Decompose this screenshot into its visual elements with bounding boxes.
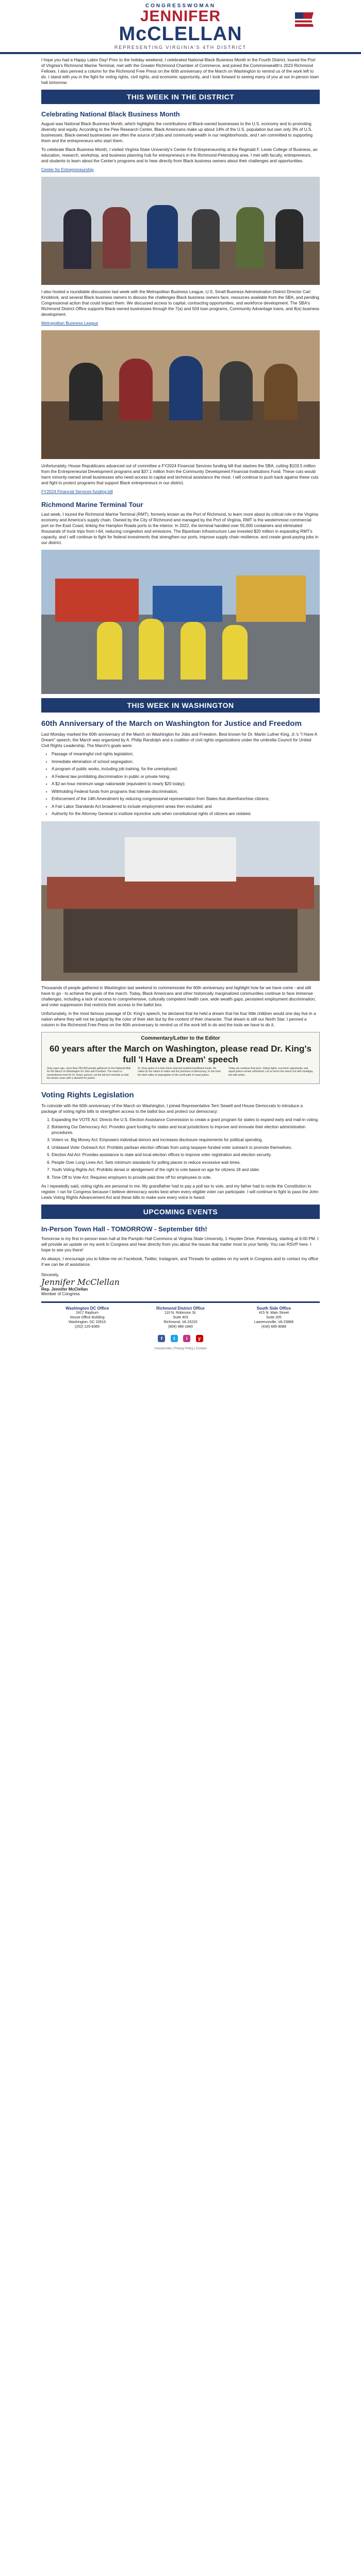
- office-list: [41, 1306, 320, 1329]
- voting-rights-title: Voting Rights Legislation: [41, 1090, 134, 1099]
- bill-item[interactable]: 4. Unbiased Voter Outreach Act: Prohibits partisan election officials from using taxpayer-funded voter outreach to promote themselves.: [52, 1145, 320, 1151]
- bill-item[interactable]: 3. Voters vs. Big Money Act: Empowers individual donors and increases disclosure requirements for political spending.: [52, 1138, 320, 1143]
- rep-title: Member of Congress: [41, 1292, 80, 1296]
- townhall-title: In-Person Town Hall - TOMORROW - September 6th!: [41, 1225, 207, 1233]
- office-name: Washington DC Office: [65, 1306, 109, 1311]
- marine-terminal-p1: Last week, I toured the Richmond Marine Terminal (RMT), formerly known as the Port of Richmond, to learn more about its critical role in the Virginia economy and America's supply chain. Owned by the City of Richmond and managed by the Port of Virginia, RMT is the westernmost commercial port on the East Coast, linking the Hampton Roads ports to the interior. In 2022, the terminal handled over 55,000 containers and eliminated thousands of truck trips from I-64, reducing congestion and emissions. The Bipartisan Infrastructure Law invested $20 million in expanding RMT's capacity, and I will continue to fight for federal investments that strengthen our ports, improve supply chain resilience, and create good-paying jobs in our district.: [41, 512, 319, 545]
- vsu-visit-photo: [41, 177, 320, 285]
- rep-name: Rep. Jennifer McClellan: [41, 1287, 88, 1292]
- newsletter-body: [41, 57, 320, 1351]
- black-business-p2: To celebrate Black Business Month, I visited Virginia State University's Center for Entrepreneurship at the Reginald F. Lewis College of Business, an education, research, workshop, and business planning hub for entrepreneurs in the Richmond-Petersburg area. I met with faculty, entrepreneurs, and students to learn about the Center's programs and to hear directly from Black business owners about their challenges and opportunities.: [41, 147, 318, 163]
- bill-item[interactable]: 7. Youth Voting Rights Act: Prohibits denial or abridgement of the right to vote based on age for citizens 18 and older.: [52, 1167, 320, 1173]
- district-banner: THIS WEEK IN THE DISTRICT: [41, 90, 320, 104]
- office-name: Richmond District Office: [156, 1306, 205, 1311]
- office-line: 110 N. Robinson St.: [164, 1311, 197, 1315]
- office-name: South Side Office: [256, 1306, 291, 1311]
- letter-col: Dr. King spoke of a bad check returned marked insufficient funds. He called on the nation to make real the promises of democracy, to rise from the dark valley of segregation to the sunlit path of racial justice.: [138, 1066, 221, 1077]
- letter-columns: [47, 1067, 314, 1080]
- bill-item[interactable]: 5. Election Aid Act: Provides assistance to state and local election offices to improve voter registration and election security.: [52, 1153, 320, 1158]
- march-p3: Unfortunately, in the most famous passage of Dr. King's speech, he declared that he held a dream that his four little children would one day live in a nation where they will not be judged by the color of their skin but by the content of their character. That dream is still our North Star. I penned a column in the Richmond Free Press on the 60th anniversary to remind us of the work left to do and the tools we have to do it.: [41, 1011, 316, 1027]
- office-line: 415 N. Main Street: [258, 1311, 289, 1315]
- signature: Jennifer McClellan: [41, 1277, 120, 1287]
- goal-item: • A Federal law prohibiting discrimination in public or private hiring;: [52, 774, 320, 780]
- voting-p1: To coincide with the 60th anniversary of the March on Washington, I joined Representative Terri Sewell and House Democrats to introduce a package of voting rights bills to strengthen access to the ballot box and protect our democracy:: [41, 1103, 303, 1114]
- office-richmond: [135, 1306, 226, 1329]
- goal-item: • Passage of meaningful civil rights legislation;: [52, 752, 320, 757]
- black-business-p3: I also hosted a roundtable discussion last week with the Metropolitan Business League, U.S. Small Business Administration District Director Carl Knoblock, and several Black business owners to discuss the challenges Black business owners face, resources available from the SBA, and pending Congressional action that could impact them. We discussed access to capital, contracting opportunities, and workforce development. The SBA's Richmond District Office supports Black-owned businesses through the 7(a) and 504 loan programs, Community Advantage loans, and 8(a) business development.: [41, 290, 320, 317]
- office-line: Washington, DC 20515: [69, 1320, 106, 1324]
- letter-title: 60 years after the March on Washington, please read Dr. King's full 'I Have a Dream' speech: [50, 1043, 311, 1064]
- office-line: Suite 403: [173, 1316, 188, 1319]
- letter-col: Today we continue that work. Voting rights, economic opportunity, and equal justice remain unfinished. Let us honor the march not with nostalgia, but with action.: [228, 1066, 314, 1077]
- office-line: Richmond, VA 23220: [163, 1320, 198, 1324]
- flag-icon: [293, 8, 316, 31]
- roundtable-photo: [41, 330, 320, 459]
- free-press-column[interactable]: [41, 1032, 320, 1084]
- intro-paragraph: I hope you had a Happy Labor Day! Prior to the holiday weekend, I celebrated National Black Business Month in the Fourth District, toured the Port of Virginia's Richmond Marine Terminal, met with the Greater Richmond Chamber of Commerce, and joined the Commonwealth's 2023 Richmond Fellows. I also penned a column for the Richmond Free Press on the 60th anniversary of the March on Washington to remind us of the work left to do. I stand with you in the fight for voting rights, civil rights, and economic opportunity, and I look forward to seeing many of you at our in-person town hall tomorrow.: [41, 58, 319, 85]
- office-phone[interactable]: (434) 695-9088: [261, 1325, 286, 1329]
- bill-item[interactable]: 6. People Over Long Lines Act: Sets minimum standards for polling places to reduce excessive wait times.: [52, 1160, 320, 1166]
- newsletter-header: [0, 0, 361, 54]
- letter-header: Commentary/Letter to the Editor: [141, 1035, 220, 1041]
- office-line: Suite 205: [266, 1316, 282, 1319]
- goal-item: • A program of public works, including job training, for the unemployed;: [52, 767, 320, 772]
- office-southside: [228, 1306, 320, 1329]
- townhall-p2: As always, I encourage you to follow me on Facebook, Twitter, Instagram, and Threads for updates on my work in Congress and to contact my office if we can be of assistance.: [41, 1257, 319, 1267]
- goal-item: • Authority for the Attorney General to institute injunctive suits when constitutional rights of citizens are violated.: [52, 811, 320, 817]
- office-line: House Office Building: [70, 1316, 105, 1319]
- last-name: McCLELLAN: [119, 23, 242, 45]
- goal-item: • Withholding Federal funds from programs that tolerate discrimination;: [52, 789, 320, 795]
- washington-banner: THIS WEEK IN WASHINGTON: [41, 698, 320, 713]
- office-phone[interactable]: (804) 486-1840: [168, 1325, 193, 1329]
- goal-item: • Immediate elimination of school segregation;: [52, 759, 320, 765]
- congresswoman-label: CONGRESSWOMAN: [145, 3, 216, 9]
- office-line: Lawrenceville, VA 23868: [254, 1320, 293, 1324]
- footer: [41, 1301, 320, 1351]
- facebook-icon[interactable]: f: [158, 1335, 165, 1342]
- closing-block: [41, 1273, 320, 1296]
- center-entrepreneurship-link[interactable]: Center for Entrepreneurship: [41, 167, 94, 172]
- bill-item[interactable]: 2. Bolstering Our Democracy Act: Provides grant funding for states and local jurisdictions to improve and innovate their election administration procedures.: [52, 1125, 320, 1136]
- metropolitan-business-league-link[interactable]: Metropolitan Business League: [41, 321, 99, 326]
- goal-item: • A $2-an-hour minimum wage nationwide (equivalent to nearly $20 today);: [52, 782, 320, 787]
- social-links: [41, 1333, 320, 1343]
- sincerely-label: Sincerely,: [41, 1273, 59, 1277]
- instagram-icon[interactable]: i: [183, 1335, 190, 1342]
- march-p1: Last Monday marked the 60th anniversary of the March on Washington for Jobs and Freedom. Best known for Dr. Martin Luther King, Jr.'s "I Have A Dream" speech, the March was organized by A. Philip Randolph and a coalition of civil rights organizations under the umbrella Council for United Civil Rights Leadership. The March's goals were:: [41, 732, 317, 748]
- goal-item: • A Fair Labor Standards Act broadened to include employment areas then excluded; and: [52, 804, 320, 810]
- march-title: 60th Anniversary of the March on Washington for Justice and Freedom: [41, 719, 302, 728]
- bill-item[interactable]: 8. Time Off to Vote Act: Requires employers to provide paid time off for employees to vote.: [52, 1175, 320, 1181]
- office-phone[interactable]: (202) 225-6365: [75, 1325, 100, 1329]
- district-label: REPRESENTING VIRGINIA'S 4TH DISTRICT: [114, 45, 247, 50]
- letter-col: Sixty years ago, more than 250,000 people gathered on the National Mall for the March on Washington for Jobs and Freedom. The march is remembered most for Dr. King's speech, yet the full text reminds us that the dream came with a demand for justice.: [47, 1066, 131, 1080]
- march-anniversary-photo: [41, 821, 320, 981]
- first-name: JENNIFER: [140, 8, 221, 25]
- office-line: 2417 Rayburn: [76, 1311, 99, 1315]
- youtube-icon[interactable]: y: [196, 1335, 203, 1342]
- marine-terminal-photo: [41, 550, 320, 694]
- march-goals-list: [41, 752, 320, 817]
- black-business-p4: Unfortunately, House Republicans advanced out of committee a FY2024 Financial Services funding bill that slashes the SBA, cutting $103.5 million from the Entrepreneurial Development programs and $37.1 million from the Community Development Financial Institutions Fund. These cuts would harm minority-owned small businesses who need access to capital and technical assistance the most. I will continue to push back against these cuts and fight to protect programs that support Black entrepreneurs in our district.: [41, 464, 319, 485]
- townhall-p1: Tomorrow is my first in-person town hall at the Pamplin Hall Commons at Virginia State University, 1 Hayden Drive, Petersburg, starting at 6:00 PM. I will provide an update on my work in Congress and hear directly from you about the issues that matter most to your family. You can RSVP here. I hope to see you there!: [41, 1236, 319, 1252]
- bill-item[interactable]: 1. Expanding the VOTE Act: Directs the U.S. Election Assistance Commission to create a grant program for states to expand early and mail-in voting.: [52, 1117, 320, 1123]
- fine-print[interactable]: Unsubscribe | Privacy Policy | Contact: [154, 1347, 207, 1350]
- office-dc: [41, 1306, 133, 1329]
- twitter-icon[interactable]: t: [171, 1335, 178, 1342]
- voting-p2: As I repeatedly said, voting rights are personal to me. My grandfather had to pay a poll tax to vote, and my father had to recite the Constitution to register. I ran for Congress because I believe democracy works best when every eligible voter can participate. I will continue to fight to pass the John Lewis Voting Rights Advancement Act and these bills to make sure every voice is heard.: [41, 1184, 319, 1200]
- fy2024-bill-link[interactable]: FY2024 Financial Services funding bill: [41, 489, 113, 494]
- goal-item: • Enforcement of the 14th Amendment by reducing congressional representation from States that disenfranchise citizens;: [52, 796, 320, 802]
- voting-bills-list: [41, 1117, 320, 1181]
- march-p2: Thousands of people gathered in Washington last weekend to commemorate the 60th anniversary and highlight how far we have come - and still have to go - to achieve the goals of the march. Today, Black Americans and other historically marginalized communities continue to face immense challenges, including a lack of access to comprehensive, culturally competent health care, wide wealth gaps, persistent employment discrimination, and voter suppression that restricts their access to the ballot box.: [41, 985, 316, 1007]
- marine-terminal-title: Richmond Marine Terminal Tour: [41, 501, 143, 509]
- upcoming-banner: UPCOMING EVENTS: [41, 1205, 320, 1219]
- black-business-p1: August was National Black Business Month, which highlights the contributions of Black-owned businesses to the U.S. economy and to promoting diversity and equity. According to the Pew Research Center, Black Americans make up about 14% of the U.S. population but own only 3% of U.S. businesses. Black-owned businesses are often the source of jobs and community wealth in our neighborhoods, and I am committed to supporting them and the entrepreneurs who start them.: [41, 122, 313, 143]
- black-business-title: Celebrating National Black Business Month: [41, 110, 180, 118]
